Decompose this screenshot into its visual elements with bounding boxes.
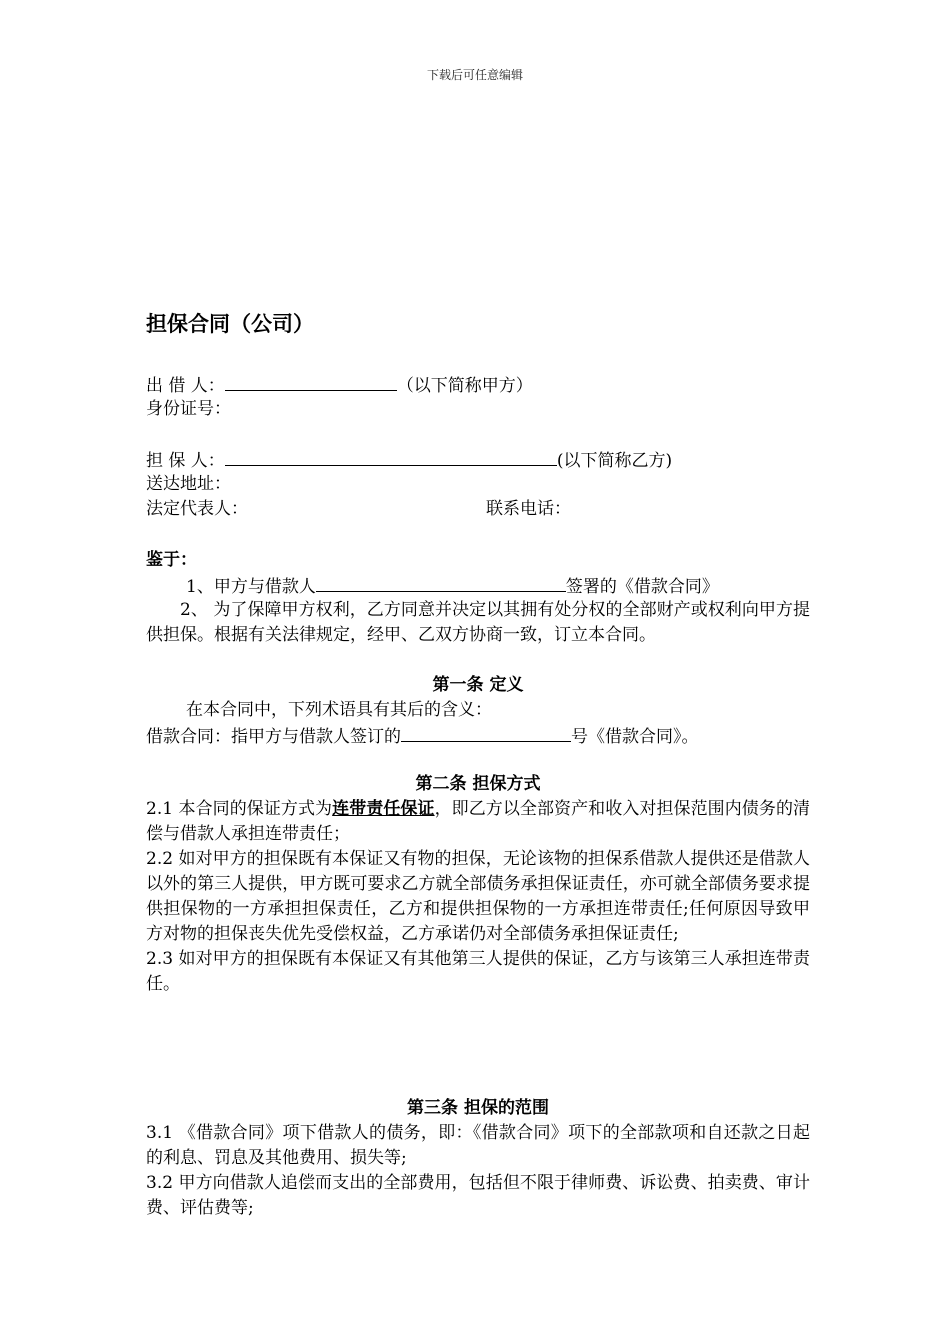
guarantor-blank[interactable]: [225, 447, 557, 466]
whereas-item-2: 2、 为了保障甲方权利，乙方同意并决定以其拥有处分权的全部财产或权利向甲方提供担保。根据有关法律规定，经甲、乙双方协商一致，订立本合同。: [146, 600, 810, 645]
clause-2-1-prefix: 2.1 本合同的保证方式为: [146, 799, 333, 819]
id-line: [146, 397, 810, 422]
lender-label: 出 借 人：: [146, 376, 225, 396]
address-line: [146, 472, 810, 497]
article-2-clause-3: 2.3 如对甲方的担保既有本保证又有其他第三人提供的保证，乙方与该第三人承担连带责任。: [146, 949, 810, 994]
loan-contract-number-blank[interactable]: [401, 723, 571, 742]
clause-2-1-emphasis: 连带责任保证: [332, 799, 435, 819]
lender-line: [146, 372, 810, 397]
lender-blank[interactable]: [225, 372, 397, 391]
article-2: [146, 772, 810, 997]
whereas-item-1-suffix: 签署的《借款合同》: [565, 577, 719, 597]
whereas-section: [146, 548, 810, 648]
whereas-item-1-prefix: 1、甲方与借款人: [186, 577, 316, 597]
article-2-clause-2: 2.2 如对甲方的担保既有本保证又有物的担保，无论该物的担保系借款人提供还是借款人以外的第三人提供，甲方既可要求乙方就全部债务承担保证责任，亦可就全部债务要求提供担保物的一方承担担保责任，乙方和提供担保物的一方承担连带责任;任何原因导致甲方对物的担保丧失优先受偿权益，乙方承诺仍对全部债务承担保证责任;: [146, 849, 810, 944]
address-label: 送达地址：: [146, 474, 231, 494]
page-header-note: 下载后可任意编辑: [426, 68, 523, 82]
clause-2-1-suffix: ，即乙方以全部资产和收入对担保范围内债务的清偿与借款人承担连带责任；: [146, 799, 811, 844]
document-title: 担保合同（公司）: [146, 312, 314, 336]
article-3: [146, 1096, 810, 1221]
borrower-blank[interactable]: [316, 573, 566, 592]
rep-label: 法定代表人：: [146, 499, 248, 519]
article-3-clause-1: 3.1 《借款合同》项下借款人的债务，即：《借款合同》项下的全部款项和自还款之日起的利息、罚息及其他费用、损失等;: [146, 1123, 810, 1168]
whereas-heading: 鉴于：: [146, 550, 197, 570]
parties-section: [146, 372, 810, 522]
lender-suffix: （以下简称甲方）: [396, 376, 533, 396]
phone-label: 联系电话：: [486, 499, 571, 519]
article-1-line-2: [146, 723, 810, 748]
article-2-clause-1: [146, 797, 810, 847]
whereas-item-1: [146, 573, 810, 598]
id-label: 身份证号：: [146, 399, 231, 419]
article-1-line-2-suffix: 号《借款合同》。: [571, 727, 699, 747]
guarantor-label: 担 保 人：: [146, 451, 225, 471]
article-1-heading: 第一条 定义: [432, 675, 524, 695]
rep-line: [146, 497, 810, 522]
article-2-heading: 第二条 担保方式: [415, 774, 541, 794]
guarantor-suffix: (以下简称乙方): [556, 451, 673, 471]
article-1-line-1: 在本合同中，下列术语具有其后的含义：: [186, 700, 492, 720]
article-3-heading: 第三条 担保的范围: [407, 1098, 549, 1118]
article-3-clause-2: 3.2 甲方向借款人追偿而支出的全部费用，包括但不限于律师费、诉讼费、拍卖费、审计费、评估费等;: [146, 1173, 810, 1218]
article-1: [146, 673, 810, 748]
article-1-line-2-prefix: 借款合同：指甲方与借款人签订的: [146, 727, 401, 747]
guarantor-line: [146, 447, 810, 472]
